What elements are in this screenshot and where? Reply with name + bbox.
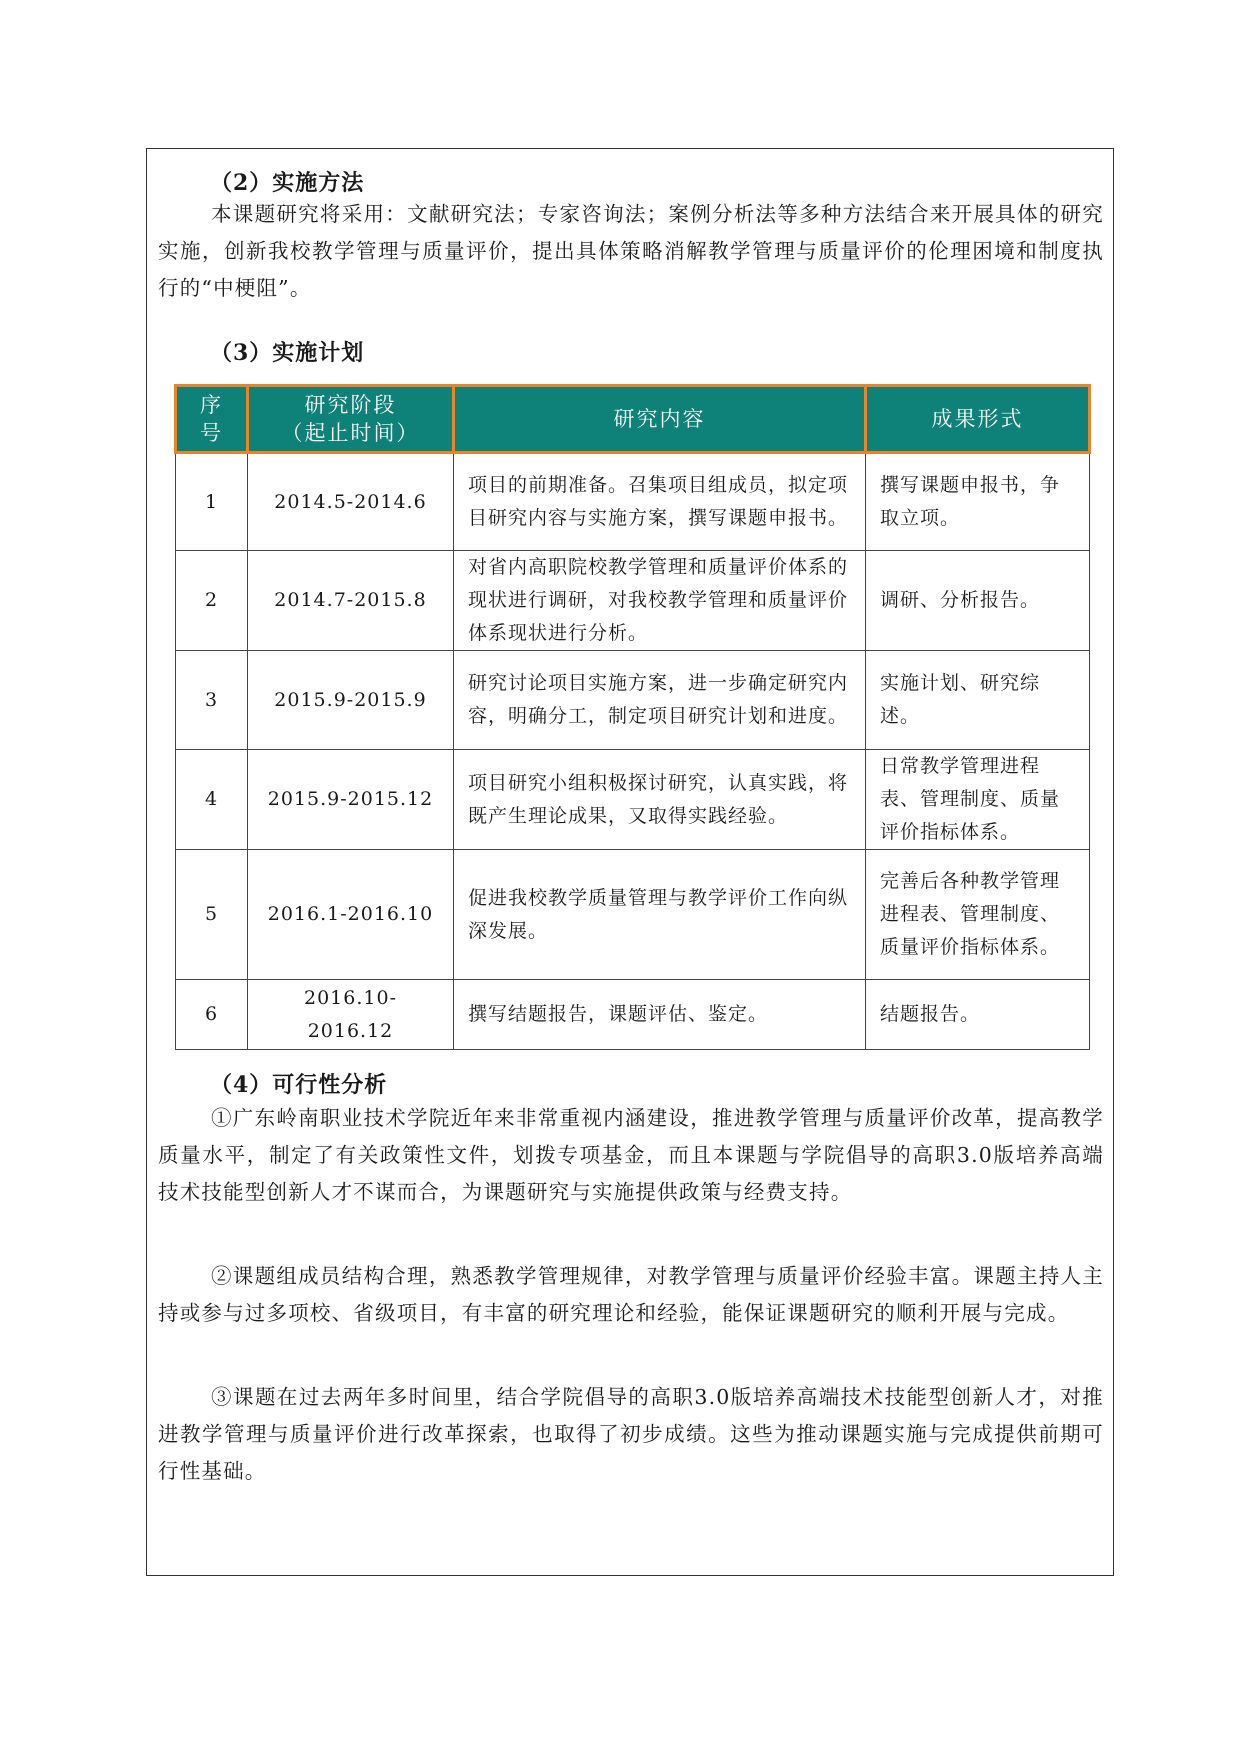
row-output: 完善后各种教学管理进程表、管理制度、质量评价指标体系。: [866, 850, 1090, 980]
row-no: 6: [176, 980, 248, 1050]
table-row: [176, 453, 1090, 551]
table-row: [176, 980, 1090, 1050]
row-stage: 2016.1-2016.10: [248, 850, 454, 980]
row-no: 2: [176, 551, 248, 651]
method-paragraph: 本课题研究将采用：文献研究法；专家咨询法；案例分析法等多种方法结合来开展具体的研究实施，创新我校教学管理与质量评价，提出具体策略消解教学管理与质量评价的伦理困境和制度执行的“中梗阻”。: [158, 202, 1104, 300]
row-output: 撰写课题申报书，争取立项。: [866, 453, 1090, 551]
row-content: 撰写结题报告，课题评估、鉴定。: [454, 980, 866, 1050]
row-content: 项目研究小组积极探讨研究，认真实践，将既产生理论成果，又取得实践经验。: [454, 750, 866, 850]
row-stage: 2016.10-2016.12: [248, 980, 454, 1050]
row-stage: 2015.9-2015.12: [248, 750, 454, 850]
row-content: 研究讨论项目实施方案，进一步确定研究内容，明确分工，制定项目研究计划和进度。: [454, 651, 866, 750]
table-header-row: [176, 386, 1090, 453]
row-content: 促进我校教学质量管理与教学评价工作向纵深发展。: [454, 850, 866, 980]
header-content: 研究内容: [454, 386, 866, 453]
section-title-plan: （3）实施计划: [210, 340, 365, 366]
row-no: 1: [176, 453, 248, 551]
row-stage: 2015.9-2015.9: [248, 651, 454, 750]
row-output: 结题报告。: [866, 980, 1090, 1050]
row-stage: 2014.7-2015.8: [248, 551, 454, 651]
table-row: [176, 551, 1090, 651]
row-no: 5: [176, 850, 248, 980]
plan-table: [174, 384, 1091, 1050]
row-output: 实施计划、研究综述。: [866, 651, 1090, 750]
section-title-method: （2）实施方法: [210, 170, 365, 196]
header-stage: 研究阶段 （起止时间）: [248, 386, 454, 453]
row-stage: 2014.5-2014.6: [248, 453, 454, 551]
feasibility-paragraph-2: ②课题组成员结构合理，熟悉教学管理规律，对教学管理与质量评价经验丰富。课题主持人主持或参与过多项校、省级项目，有丰富的研究理论和经验，能保证课题研究的顺利开展与完成。: [158, 1264, 1104, 1325]
header-no: 序 号: [176, 386, 248, 453]
row-no: 4: [176, 750, 248, 850]
row-content: 对省内高职院校教学管理和质量评价体系的现状进行调研，对我校教学管理和质量评价体系现状进行分析。: [454, 551, 866, 651]
row-output: 调研、分析报告。: [866, 551, 1090, 651]
header-output: 成果形式: [866, 386, 1090, 453]
table-row: [176, 750, 1090, 850]
row-no: 3: [176, 651, 248, 750]
table-row: [176, 850, 1090, 980]
section-title-feasibility: （4）可行性分析: [210, 1072, 388, 1098]
row-content: 项目的前期准备。召集项目组成员，拟定项目研究内容与实施方案，撰写课题申报书。: [454, 453, 866, 551]
table-row: [176, 651, 1090, 750]
feasibility-paragraph-3: ③课题在过去两年多时间里，结合学院倡导的高职3.0版培养高端技术技能型创新人才，对推进教学管理与质量评价进行改革探索，也取得了初步成绩。这些为推动课题实施与完成提供前期可行性基础。: [158, 1385, 1104, 1483]
feasibility-paragraph-1: ①广东岭南职业技术学院近年来非常重视内涵建设，推进教学管理与质量评价改革，提高教学质量水平，制定了有关政策性文件，划拨专项基金，而且本课题与学院倡导的高职3.0版培养高端技术技能型创新人才不谋而合，为课题研究与实施提供政策与经费支持。: [158, 1106, 1104, 1204]
row-output: 日常教学管理进程表、管理制度、质量评价指标体系。: [866, 750, 1090, 850]
